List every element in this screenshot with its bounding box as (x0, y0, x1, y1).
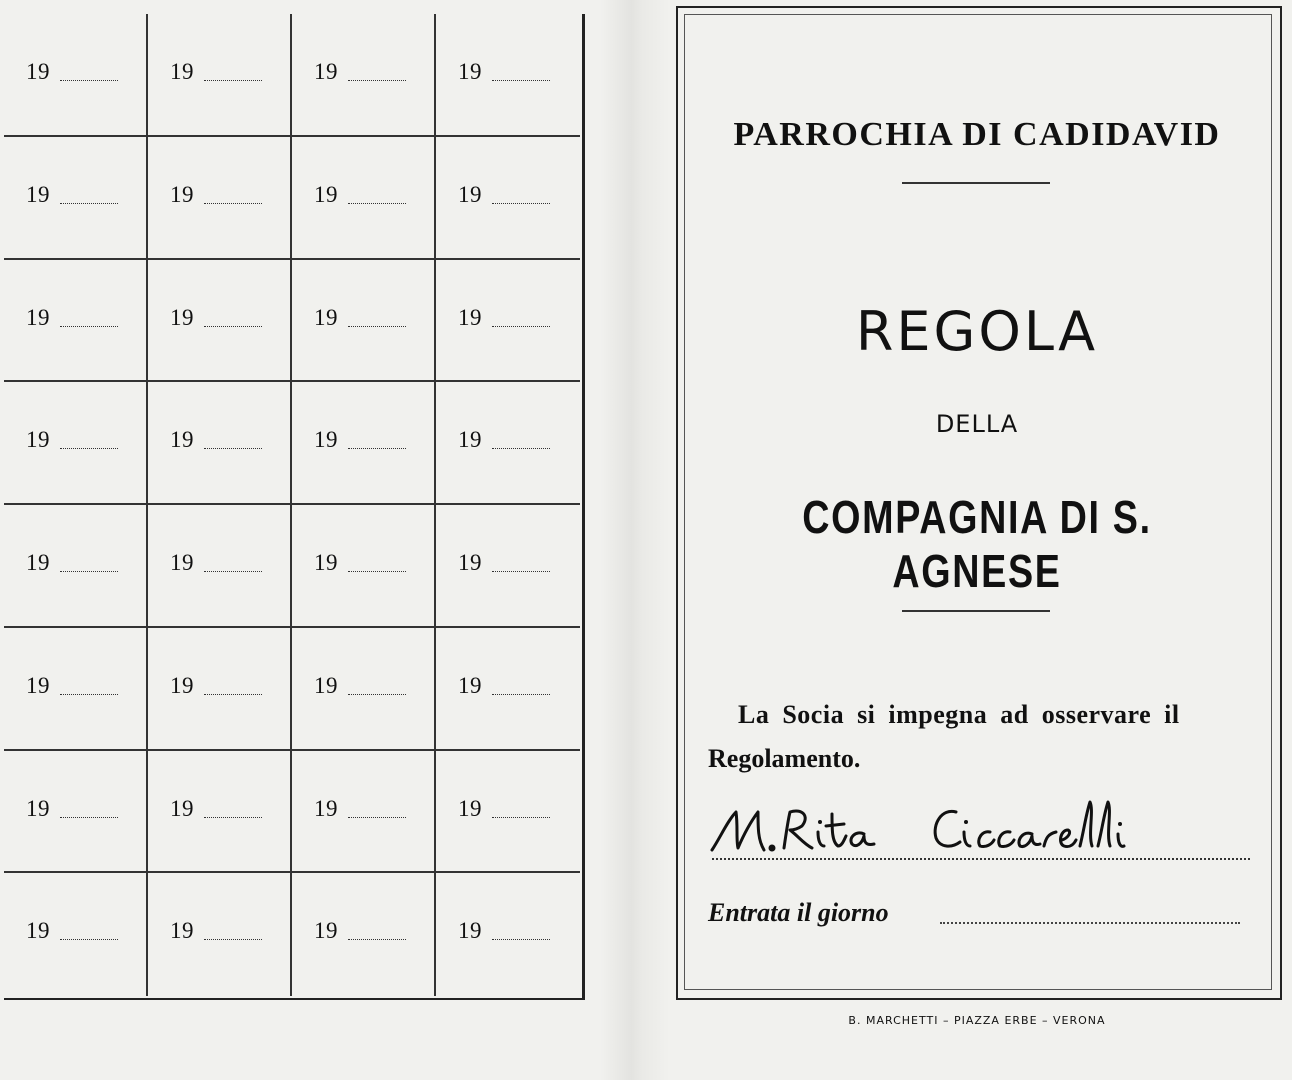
year-prefix: 19 (26, 427, 50, 453)
dotted-fill-line (492, 80, 550, 81)
dotted-fill-line (348, 448, 406, 449)
ledger-cell (436, 260, 580, 383)
ledger-cell (4, 628, 148, 751)
company-name: COMPAGNIA DI S. AGNESE (802, 491, 1152, 597)
ledger-cell (148, 382, 292, 505)
year-prefix: 19 (314, 181, 338, 207)
dotted-fill-line (492, 571, 550, 572)
dotted-fill-line (492, 817, 550, 818)
year-prefix: 19 (170, 427, 194, 453)
dotted-fill-line (204, 80, 262, 81)
ledger-cell (436, 751, 580, 874)
ledger-cell (436, 137, 580, 260)
year-prefix: 19 (314, 918, 338, 944)
year-prefix: 19 (458, 795, 482, 821)
dotted-fill-line (204, 939, 262, 940)
commitment-text: La Socia si impegna ad osservare il (738, 700, 1180, 729)
dotted-fill-line (204, 203, 262, 204)
entry-date-label: Entrata il giorno (708, 898, 889, 927)
dotted-fill-line (60, 817, 118, 818)
year-prefix: 19 (170, 550, 194, 575)
year-prefix: 19 (26, 672, 50, 698)
year-prefix: 19 (26, 304, 50, 330)
ledger-cell (4, 14, 148, 137)
year-prefix: 19 (26, 550, 50, 575)
dotted-fill-line (204, 571, 262, 572)
ledger-cell (148, 505, 292, 628)
ledger-cell (292, 14, 436, 137)
ledger-cell (292, 628, 436, 751)
ledger-cell (148, 873, 292, 996)
ledger-cell (436, 873, 580, 996)
dotted-fill-line (348, 80, 406, 81)
year-prefix: 19 (458, 59, 482, 84)
ledger-cell (148, 751, 292, 874)
dotted-fill-line (60, 203, 118, 204)
year-prefix: 19 (26, 918, 50, 944)
dotted-fill-line (348, 203, 406, 204)
year-prefix: 19 (458, 304, 482, 330)
year-prefix: 19 (170, 795, 194, 821)
ledger-cell (436, 14, 580, 137)
ledger-cell (292, 382, 436, 505)
dotted-fill-line (348, 694, 406, 695)
ledger-cell (4, 260, 148, 383)
dotted-fill-line (204, 448, 262, 449)
ledger-cell (436, 505, 580, 628)
year-prefix: 19 (458, 181, 482, 207)
ledger-cell (148, 260, 292, 383)
ledger-cell (292, 505, 436, 628)
dotted-fill-line (348, 571, 406, 572)
dotted-fill-line (204, 326, 262, 327)
ledger-cell (148, 137, 292, 260)
dotted-fill-line (60, 80, 118, 81)
ledger-cell (292, 260, 436, 383)
parish-title: PARROCHIA DI CADIDAVID (733, 116, 1221, 153)
dotted-fill-line (492, 203, 550, 204)
dotted-fill-line (60, 326, 118, 327)
dotted-fill-line (204, 817, 262, 818)
ledger-cell (148, 14, 292, 137)
year-prefix: 19 (170, 672, 194, 698)
dotted-fill-line (204, 694, 262, 695)
dotted-fill-line (60, 694, 118, 695)
ledger-cell (4, 873, 148, 996)
ledger-cell (4, 137, 148, 260)
dues-ledger-grid (4, 14, 580, 996)
year-prefix: 19 (314, 304, 338, 330)
year-prefix: 19 (458, 550, 482, 575)
ledger-cell (292, 751, 436, 874)
dotted-fill-line (348, 326, 406, 327)
year-prefix: 19 (458, 918, 482, 944)
ledger-cell (292, 873, 436, 996)
year-prefix: 19 (314, 59, 338, 84)
year-prefix: 19 (314, 672, 338, 698)
dotted-fill-line (348, 939, 406, 940)
year-prefix: 19 (170, 918, 194, 944)
ledger-cell (436, 382, 580, 505)
dotted-fill-line (60, 939, 118, 940)
year-prefix: 19 (170, 181, 194, 207)
divider-rule (902, 182, 1050, 184)
ledger-cell (436, 628, 580, 751)
entry-date-line (940, 922, 1240, 924)
year-prefix: 19 (314, 427, 338, 453)
title-connector: DELLA (935, 410, 1019, 438)
divider-rule (902, 610, 1050, 612)
document-title: REGOLA (855, 300, 1099, 363)
year-prefix: 19 (26, 181, 50, 207)
signature-line (712, 858, 1250, 860)
ledger-cell (148, 628, 292, 751)
year-prefix: 19 (458, 672, 482, 698)
ledger-cell (4, 382, 148, 505)
dotted-fill-line (60, 448, 118, 449)
center-fold (600, 0, 670, 1080)
ledger-cell (4, 505, 148, 628)
year-prefix: 19 (458, 427, 482, 453)
year-prefix: 19 (170, 59, 194, 84)
dotted-fill-line (348, 817, 406, 818)
year-prefix: 19 (170, 304, 194, 330)
year-prefix: 19 (26, 59, 50, 84)
year-prefix: 19 (26, 795, 50, 821)
ledger-cell (292, 137, 436, 260)
dotted-fill-line (492, 939, 550, 940)
dotted-fill-line (60, 571, 118, 572)
dotted-fill-line (492, 326, 550, 327)
year-prefix: 19 (314, 795, 338, 821)
year-prefix: 19 (314, 550, 338, 575)
ledger-cell (4, 751, 148, 874)
dotted-fill-line (492, 448, 550, 449)
printer-imprint: B. MARCHETTI – PIAZZA ERBE – VERONA (848, 1014, 1106, 1027)
commitment-text-end: Regolamento. (708, 744, 861, 773)
dotted-fill-line (492, 694, 550, 695)
